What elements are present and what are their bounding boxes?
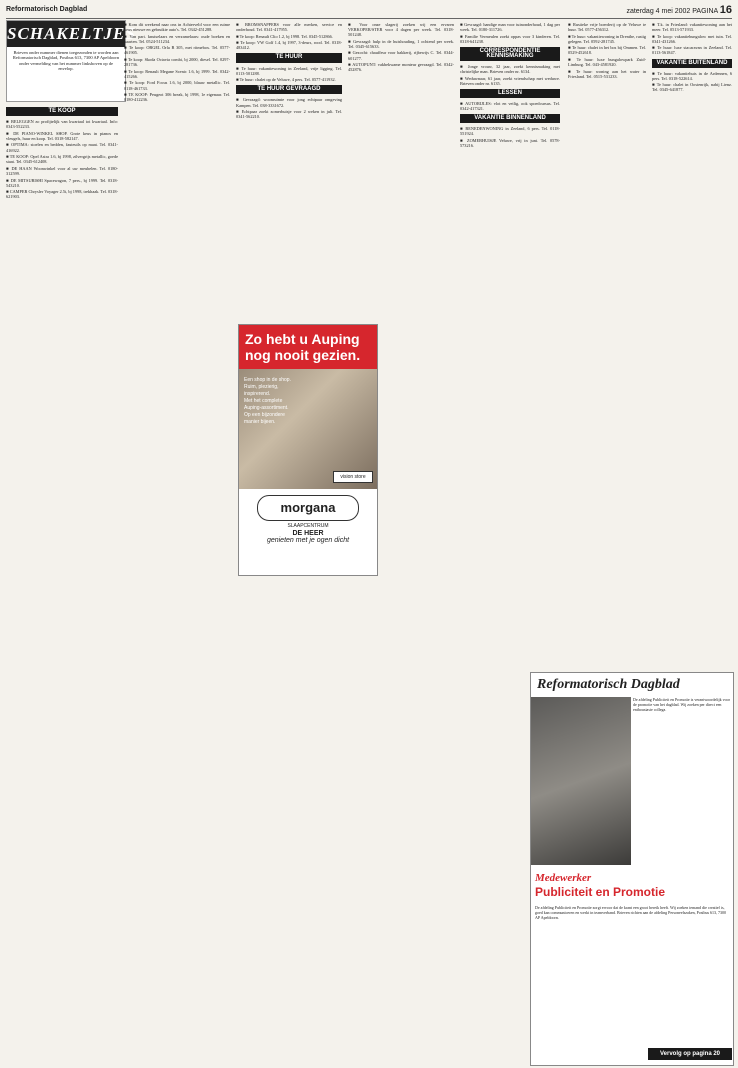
- auping-advertisement: [238, 324, 378, 576]
- classified-ad: ■ TE KOOP: Peugeot 306 break, bj 1998, 1e eigenaar. Tel. 0180-412236.: [124, 92, 230, 103]
- classified-ad: ■ TE KOOP: Opel Astra 1.6, bj 1998, zilvergrijs metallic, goede staat. Tel. 0345-612408.: [6, 154, 118, 165]
- vision-store-logo: vision store: [333, 471, 373, 483]
- classified-ad: ■ Te koop: Ford Focus 1.6, bj 2000, blauw metallic. Tel. 0118-461733.: [124, 80, 230, 91]
- ad-side-text: De afdeling Publiciteit en Promotie is verantwoordelijk voor de promotie van het dagblad. Wij zoeken per direct een enthousiaste collega.: [633, 697, 730, 712]
- ad-line: Op een bijzondere: [244, 412, 285, 418]
- section-heading: VAKANTIE BINNENLAND: [460, 114, 560, 123]
- classified-ad: ■ DE HAAN Woonwinkel voor al uw meubelen. Tel. 0180-312599.: [6, 165, 118, 176]
- classified-ad: ■ Kom dit weekend naar ons in Achterveld voor een ruime keus nieuwe en gebruikte auto's. Tel. 0342-451288.: [124, 22, 230, 33]
- continued-note: Vervolg op pagina 20: [648, 1048, 732, 1060]
- classified-ad: ■ AUTORIJLES: vlot en veilig, ook spoedcursus. Tel. 0342-417321.: [460, 101, 560, 112]
- classified-ad: ■ Gezocht: chauffeur voor bakkerij, rijbewijs C. Tel. 0344-601277.: [348, 50, 454, 61]
- classified-ad: ■ Gevraagd: woonruimte voor jong echtpaar omgeving Kampen. Tel. 038-3331672.: [236, 97, 342, 108]
- classified-ad: ■ Te huur: chalet in het bos bij Ommen. Tel. 0529-452618.: [568, 45, 646, 56]
- classified-ad: ■ Te koop: Renault Clio 1.2, bj 1998. Tel. 0345-512866.: [236, 33, 333, 39]
- classified-ad: ■ BELEGGEN zo profijtelijk van kwartaal tot kwartaal. Info: 0343-552233.: [6, 119, 118, 130]
- morgana-sub: SLAAPCENTRUM: [287, 523, 329, 529]
- rd-logo: Reformatorisch Dagblad: [537, 677, 680, 692]
- paper-name: Reformatorisch Dagblad: [6, 6, 88, 13]
- ad-headline: Zo hebt u Auping nog nooit gezien.: [239, 325, 377, 369]
- classified-ad: ■ ZOMERHUISJE Veluwe, vrij in juni. Tel. 0578-573216.: [460, 138, 560, 149]
- classified-ad: ■ Te koop: OBGEL Orla B 305, met ritmebox. Tel. 0577-461905.: [124, 45, 230, 56]
- ad-line: Een shop in de shop.: [244, 377, 291, 383]
- ad-photo: [531, 697, 631, 865]
- ad-title: Medewerker Publiciteit en Promotie: [535, 872, 666, 899]
- classified-ad: ■ Te huur: chalet in Oostenrijk, nabij Lienz. Tel. 0345-641877.: [652, 82, 732, 93]
- section-heading: VAKANTIE BUITENLAND: [652, 59, 732, 68]
- classified-ad: ■ DE PIANO-WINKEL SHOP. Grote keus in pianos en vleugels, huur en koop. Tel. 0318-582147.: [6, 130, 118, 141]
- classified-ad: ■ Voor onze slagerij zoeken wij een ervaren VERKOPER/STER voor 4 dagen per week. Tel. 0318-501248.: [348, 22, 454, 38]
- classified-ad: ■ Familie Vermeulen zoekt oppas voor 3 kinderen. Tel. 0318-641238.: [460, 33, 560, 44]
- section-heading: TE HUUR GEVRAAGD: [236, 85, 342, 94]
- classified-ad: ■ Te huur: vakantiehuis in de Ardennen, 6 pers. Tel. 0318-522614.: [652, 70, 732, 81]
- classified-ad: ■ Te koop: Skoda Octavia combi, bj 2000, diesel. Tel. 0297-281736.: [124, 57, 230, 68]
- ad-line: Met het complete: [244, 398, 283, 404]
- classified-ad: ■ Rustieke vrije boerderij op de Veluwe te huur. Tel. 0577-456312.: [568, 22, 646, 33]
- classified-ad: ■ Te koop: Renault Megane Scenic 1.6, bj 1999. Tel. 0342-415266.: [124, 68, 230, 79]
- section-title: SCHAKELTJES: [7, 21, 125, 47]
- classified-ad: ■ Te huur: vakantiewoning in Drenthe, rustig gelegen. Tel. 0592-281745.: [568, 33, 646, 44]
- column-3: [236, 22, 342, 318]
- classified-ad: ■ Jonge vrouw, 32 jaar, zoekt kennismaking met christelijke man. Brieven onder nr. 6134.: [460, 64, 560, 75]
- section-masthead: [6, 20, 136, 102]
- ad-line: manier bijeen.: [244, 419, 276, 425]
- column-6: [568, 22, 646, 662]
- classified-ad: ■ OPTIMA: stoelen en bedden, fauteuils op maat. Tel. 0341-416922.: [6, 142, 118, 153]
- classified-ad: ■ Weduwnaar, 61 jaar, zoekt vriendschap met weduwe. Brieven onder nr. 6135.: [460, 75, 560, 86]
- section-heading: LESSEN: [460, 89, 560, 98]
- ad-slogan: genieten met je ogen dicht: [266, 537, 350, 544]
- ad-body: De afdeling Publiciteit en Promotie zorgt ervoor dat de krant een groot bereik heeft. Wij zoeken iemand die creatief is, goed kan communiceren en werkt in teamverband. Brieven richten aan de afdeling Personeelszaken, Postbus 613, 7300 AP Apeldoorn.: [535, 905, 727, 920]
- section-heading: TE KOOP: [6, 107, 118, 116]
- column-1: [6, 104, 118, 1062]
- ad-line: Ruim, plezierig,: [244, 384, 279, 390]
- ad-line: Auping-assortiment.: [244, 405, 289, 411]
- classified-ad: ■ Te huur: chalet op de Veluwe, 4 pers. Tel. 0577-411932.: [236, 77, 336, 83]
- classified-ad: ■ Te huur: vakantiewoning in Zeeland, vrije ligging. Tel. 0113-501288.: [236, 65, 342, 76]
- classified-ad: ■ DE MITSUBISHI Spacewagon, 7 pers., bj 1999. Tel. 0318-543210.: [6, 177, 118, 188]
- ad-copy: [244, 377, 291, 426]
- classified-ad: ■ Te huur: luxe stacaravan in Zeeland. Tel. 0113-561847.: [652, 45, 732, 56]
- section-heading: CORRESPONDENTIE KENNISMAKING: [460, 47, 560, 61]
- column-4: [348, 22, 454, 318]
- classified-ad: ■ Van part. knutselaars en verzamelaars: oude boeken en kaarten. Tel. 0524-511234.: [124, 33, 230, 44]
- column-2: [124, 22, 230, 1062]
- classified-ad: ■ CAMPER Chrysler Voyager 2.5i, bj 1998, trekhaak. Tel. 0318-621903.: [6, 189, 118, 200]
- firm-name: DE HEER: [292, 530, 324, 537]
- classified-ad: ■ Gevraagd: hulp in de huishouding, 1 ochtend per week. Tel. 0345-615633.: [348, 38, 454, 49]
- section-intro: Brieven onder nummer dienen toegezonden te worden aan Reformatorisch Dagblad, Postbus 613, 7300 AP Apeldoorn onder vermelding van het nummer linksboven op de envelop.: [12, 50, 120, 72]
- ad-photo: [239, 369, 377, 489]
- column-8: [652, 22, 732, 662]
- classified-ad: ■ Te huur: woning aan het water in Friesland. Tel. 0515-531233.: [568, 68, 646, 79]
- classified-ad: ■ T.k. in Friesland: vakantiewoning aan het meer. Tel. 0513-571933.: [652, 22, 732, 33]
- classified-ad: ■ Gevraagd: handige man voor tuinonderhoud, 1 dag per week. Tel. 0180-311726.: [460, 22, 560, 33]
- section-heading: TE HUUR: [236, 53, 342, 62]
- classified-ad: ■ BROMSNAPPERS voor alle merken, service en onderhoud. Tel. 0341-417955.: [236, 22, 342, 33]
- morgana-logo: morgana: [257, 495, 359, 521]
- classified-ad: ■ Echtpaar zoekt zomerhuisje voor 2 weken in juli. Tel. 0341-562210.: [236, 109, 342, 120]
- classified-ad: ■ Te koop: VW Golf 1.4, bj 1997, 3-deurs, rood. Tel. 0318-483412.: [236, 40, 342, 51]
- classified-ad: ■ Te koop: vakantiebungalow met tuin. Tel. 0341-431266.: [652, 33, 732, 44]
- page-date: zaterdag 4 mei 2002 PAGINA 16: [626, 4, 732, 16]
- classified-ad: ■ Te huur: luxe bungalowpark Zuid-Limburg. Tel. 043-4581920.: [568, 57, 646, 68]
- classified-ad: ■ BENEDENWONING in Zeeland, 6 pers. Tel. 0118-551924.: [460, 126, 560, 137]
- classified-ad: ■ AUTOPUNT: vakbekwame monteur gevraagd. Tel. 0342-452876.: [348, 62, 454, 73]
- ad-line: inspirerend.: [244, 391, 271, 397]
- page-header: [6, 4, 732, 19]
- recruitment-advertisement: [530, 672, 734, 1066]
